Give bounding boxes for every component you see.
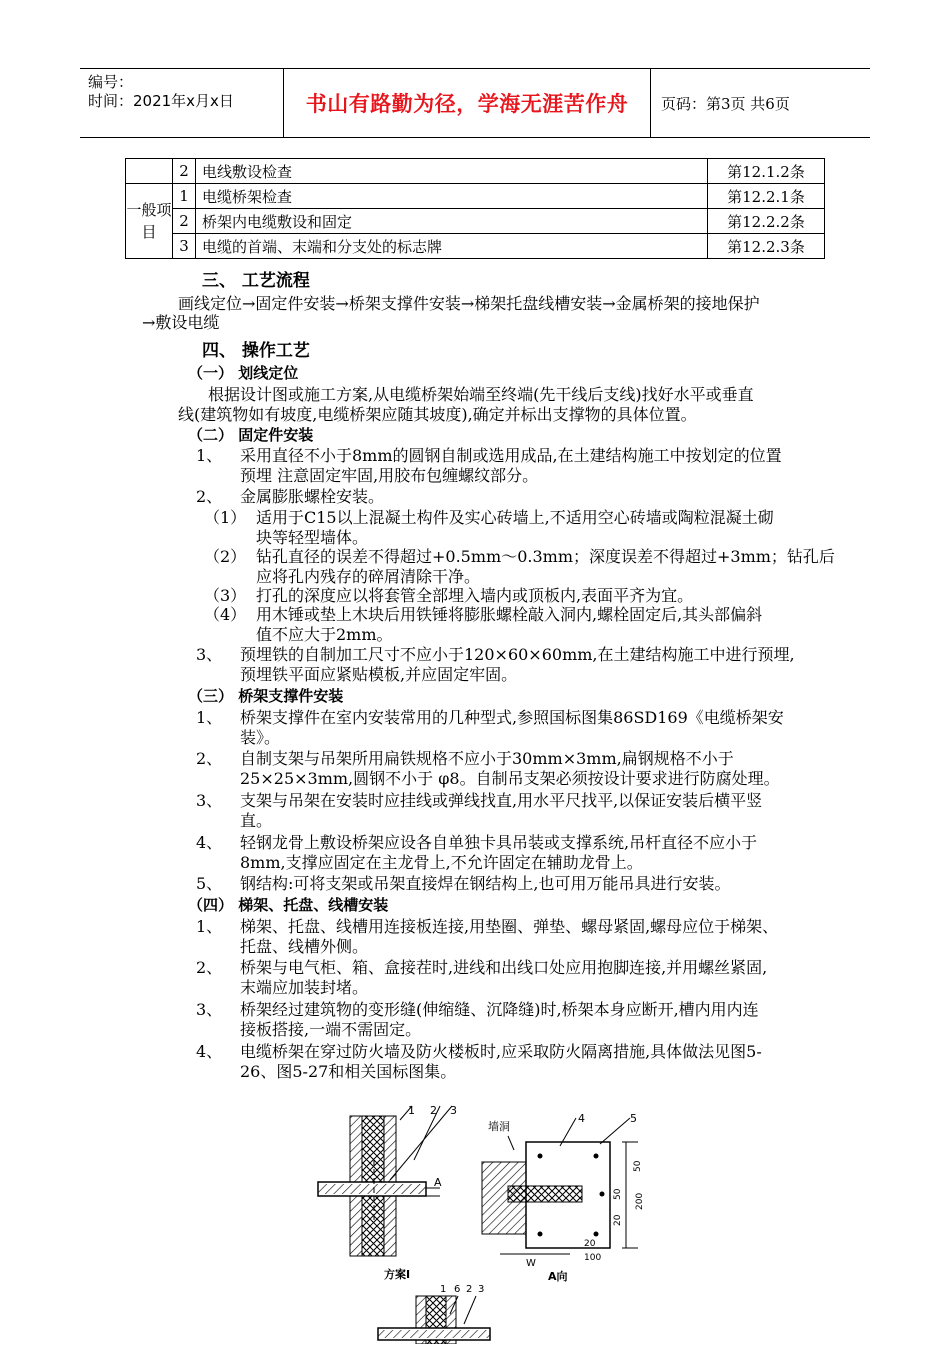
table-cell-number: 3 <box>173 234 196 259</box>
list-item-line: 值不应大于2mm。 <box>256 625 393 644</box>
dimension-50-mid: 50 <box>613 1188 623 1200</box>
list-item-line: 桥架支撑件在室内安装常用的几种型式,参照国标图集86SD169《电缆桥架安 <box>240 708 784 727</box>
list-index: （1） <box>204 508 247 527</box>
scheme-one-section <box>318 1104 457 1281</box>
table-cell-clause: 第12.2.3条 <box>708 234 825 259</box>
list-item-line: 接板搭接,一端不需固定。 <box>240 1020 422 1039</box>
list-index: 1、 <box>196 917 223 936</box>
list-item-line: 预埋铁的自制加工尺寸不应小于120×60×60mm,在土建结构施工中进行预埋, <box>240 645 795 664</box>
list-item-line: 采用直径不小于8mm的圆钢自制或选用成品,在土建结构施工中按划定的位置 <box>240 446 782 465</box>
leader-line <box>390 1106 452 1180</box>
inspection-table <box>125 158 825 259</box>
dimension-20-bottom: 20 <box>584 1239 596 1249</box>
list-index: 5、 <box>196 874 223 893</box>
table-row <box>126 184 825 209</box>
list-item-line: 桥架经过建筑物的变形缝(伸缩缝、沉降缝)时,桥架本身应断开,槽内用内连 <box>240 1000 759 1019</box>
table-cell-clause: 第12.2.1条 <box>708 184 825 209</box>
page-number-label: 页码：第3页 共6页 <box>661 94 790 113</box>
list-index: （2） <box>204 547 247 566</box>
table-cell-number: 1 <box>173 184 196 209</box>
callout-3b: 3 <box>478 1284 485 1295</box>
a-view <box>482 1112 645 1283</box>
callout-4: 4 <box>578 1112 585 1125</box>
document-number-label: 编号： <box>88 73 134 91</box>
list-item-line: 8mm,支撑应固定在主龙骨上,不允许固定在辅助龙骨上。 <box>240 853 643 872</box>
paragraph-line: →敷设电缆 <box>142 313 220 332</box>
section-heading: 三、 工艺流程 <box>202 271 310 291</box>
leader-line <box>600 1118 630 1144</box>
callout-5: 5 <box>630 1112 637 1125</box>
table-row <box>126 209 825 234</box>
leader-line <box>508 1136 514 1150</box>
callout-1: 1 <box>408 1104 415 1117</box>
header-motto: 书山有路勤为径，学海无涯苦作舟 <box>305 92 629 116</box>
header-page-info <box>651 69 870 137</box>
list-item-line: 直。 <box>240 811 273 830</box>
list-index: 3、 <box>196 791 223 810</box>
view-marker-A: A <box>434 1176 442 1189</box>
list-item-line: 预埋铁平面应紧贴模板,并应固定牢固。 <box>240 665 518 684</box>
callout-3: 3 <box>450 1104 457 1117</box>
list-item-line: 预埋 注意固定牢固,用胶布包缠螺纹部分。 <box>240 466 539 485</box>
list-item-line: 轻钢龙骨上敷设桥架应设各自单独卡具吊装或支撑系统,吊杆直径不应小于 <box>240 833 758 852</box>
paragraph-line: 线(建筑物如有坡度,电缆桥架应随其坡度),确定并标出支撑物的具体位置。 <box>178 405 697 424</box>
table-cell-number: 2 <box>173 159 196 184</box>
scheme-caption: 方案Ⅰ <box>384 1268 411 1281</box>
list-item-line: 末端应加装封堵。 <box>240 978 369 997</box>
list-index: 2、 <box>196 749 223 768</box>
list-item-line: 装》。 <box>240 728 281 747</box>
wall-hole-label: 墙洞 <box>488 1120 510 1133</box>
paragraph-line: 画线定位→固定件安装→桥架支撑件安装→梯架托盘线槽安装→金属桥架的接地保护 <box>178 294 760 313</box>
subsection-heading: （四） 梯架、托盘、线槽安装 <box>188 896 389 914</box>
subsection-heading: （三） 桥架支撑件安装 <box>188 687 344 705</box>
cable-bundle <box>318 1184 426 1194</box>
fire-barrier-drawing <box>300 1100 660 1344</box>
list-item-line: 钢结构:可将支架或吊架直接焊在钢结构上,也可用万能吊具进行安装。 <box>240 874 731 893</box>
list-item-line: 应将孔内残存的碎屑清除干净。 <box>256 567 481 586</box>
list-item-line: 26、图5-27和相关国标图集。 <box>240 1062 457 1081</box>
header-meta <box>80 69 283 137</box>
list-item-line: 自制支架与吊架所用扁铁规格不应小于30mm×3mm,扁钢规格不小于 <box>240 749 734 768</box>
subsection-heading: （二） 固定件安装 <box>188 426 314 444</box>
callout-6: 6 <box>454 1284 461 1295</box>
cable-in-hole <box>508 1186 582 1202</box>
callout-1b: 1 <box>440 1284 447 1295</box>
list-index: （4） <box>204 605 247 624</box>
list-index: 3、 <box>196 1000 223 1019</box>
list-item-line: 桥架与电气柜、箱、盒接茬时,进线和出线口处应用抱脚连接,并用螺丝紧固, <box>240 958 768 977</box>
list-item-line: 适用于C15以上混凝土构件及实心砖墙上,不适用空心砖墙或陶粒混凝土砌 <box>256 508 774 527</box>
table-cell-category-empty <box>126 159 173 184</box>
table-cell-item: 桥架内电缆敷设和固定 <box>196 209 708 234</box>
list-item-line: 打孔的深度应以将套管全部埋入墙内或顶板内,表面平齐为宜。 <box>256 586 694 605</box>
dimension-200: 200 <box>635 1192 645 1210</box>
table-cell-category: 一般项目 <box>126 184 173 259</box>
list-index: 2、 <box>196 958 223 977</box>
table-row <box>126 159 825 184</box>
list-item-line: 支架与吊架在安装时应挂线或弹线找直,用水平尺找平,以保证安装后横平竖 <box>240 791 763 810</box>
list-item-line: 托盘、线槽外侧。 <box>240 937 369 956</box>
callout-2b: 2 <box>466 1284 473 1295</box>
list-item-line: 梯架、托盘、线槽用连接板连接,用垫圈、弹垫、螺母紧固,螺母应位于梯架、 <box>240 917 779 936</box>
list-index: （3） <box>204 586 247 605</box>
list-index: 2、 <box>196 487 223 506</box>
paragraph-line: 根据设计图或施工方案,从电缆桥架始端至终端(先干线后支线)找好水平或垂直 <box>208 385 754 404</box>
callout-2: 2 <box>430 1104 437 1117</box>
page-header <box>80 68 870 138</box>
view-caption: A向 <box>548 1270 568 1283</box>
list-item-line: 块等轻型墙体。 <box>256 528 369 547</box>
header-motto-cell <box>283 69 651 137</box>
list-item-line: 金属膨胀螺栓安装。 <box>240 487 385 506</box>
table-cell-clause: 第12.1.2条 <box>708 159 825 184</box>
list-item-line: 电缆桥架在穿过防火墙及防火楼板时,应采取防火隔离措施,具体做法见图5- <box>240 1042 762 1061</box>
scheme-two-section <box>378 1284 490 1344</box>
dimension-20-side: 20 <box>613 1214 623 1226</box>
list-index: 3、 <box>196 645 223 664</box>
table-cell-number: 2 <box>173 209 196 234</box>
document-date-label: 时间：2021年x月x日 <box>88 92 234 110</box>
list-index: 4、 <box>196 1042 223 1061</box>
list-index: 1、 <box>196 446 223 465</box>
subsection-heading: （一） 划线定位 <box>188 364 299 382</box>
list-item-line: 用木锤或垫上木块后用铁锤将膨胀螺栓敲入洞内,螺栓固定后,其头部偏斜 <box>256 605 763 624</box>
table-cell-item: 电线敷设检查 <box>196 159 708 184</box>
table-cell-item: 电缆桥架检查 <box>196 184 708 209</box>
dimension-50-top: 50 <box>633 1160 643 1172</box>
technical-drawing <box>300 1100 660 1344</box>
list-item-line: 钻孔直径的误差不得超过+0.5mm～0.3mm；深度误差不得超过+3mm；钻孔后 <box>256 547 835 566</box>
list-item-line: 25×25×3mm,圆钢不小于 φ8。自制吊支架必须按设计要求进行防腐处理。 <box>240 769 780 788</box>
list-index: 4、 <box>196 833 223 852</box>
table-row <box>126 234 825 259</box>
table-cell-clause: 第12.2.2条 <box>708 209 825 234</box>
list-index: 1、 <box>196 708 223 727</box>
dimension-w: W <box>526 1258 536 1269</box>
section-heading: 四、 操作工艺 <box>202 341 310 361</box>
table-cell-item: 电缆的首端、末端和分支处的标志牌 <box>196 234 708 259</box>
dimension-100: 100 <box>584 1253 602 1263</box>
